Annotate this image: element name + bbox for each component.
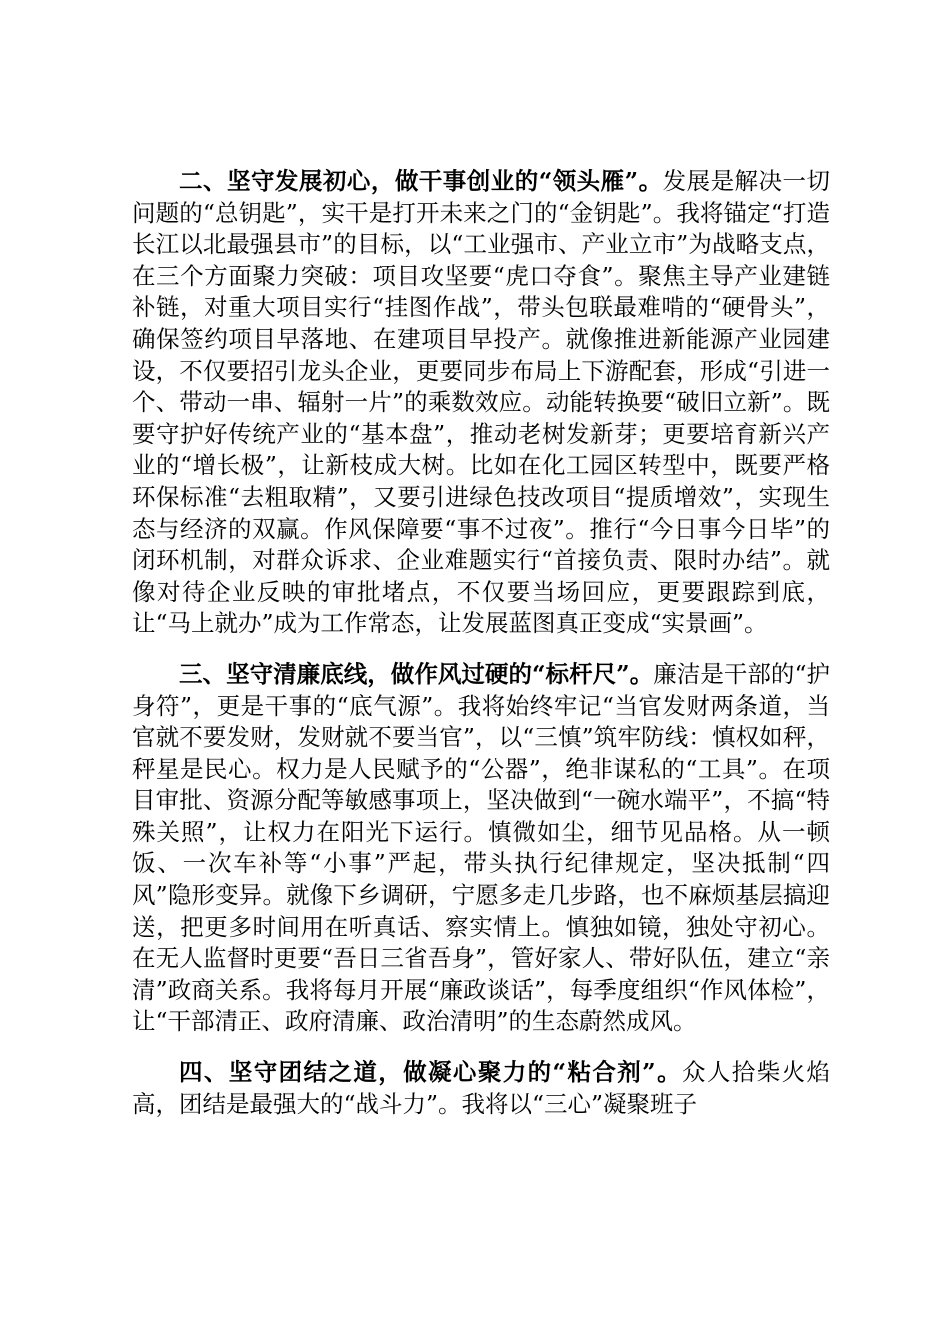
paragraph-development xyxy=(132,166,830,640)
paragraph-heading: 三、坚守清廉底线，做作风过硬的“标杆尺”。 xyxy=(179,659,654,688)
paragraph-heading: 四、坚守团结之道，做凝心聚力的“粘合剂”。 xyxy=(179,1058,682,1087)
paragraph-text: 众人拾柴火焰高，团结是最强大的“战斗力”。我将以“三心”凝聚班子 xyxy=(132,1058,830,1118)
paragraph-unity xyxy=(132,1057,830,1120)
paragraph-text: 廉洁是干部的“护身符”，更是干事的“底气源”。我将始终牢记“当官发财两条道，当官就不要发财，发财就不要当官”，以“三慎”筑牢防线：慎权如秤，秤星是民心。权力是人民赋予的“公器”，绝非谋私的“工具”。在项目审批、资源分配等敏感事项上，坚决做到“一碗水端平”，不搞“特殊关照”，让权力在阳光下运行。慎微如尘，细节见品格。从一顿饭、一次车补等“小事”严起，带头执行纪律规定，坚决抵制“四风”隐形变异。就像下乡调研，宁愿多走几步路，也不麻烦基层搞迎送，把更多时间用在听真话、察实情上。慎独如镜，独处守初心。在无人监督时更要“吾日三省吾身”，管好家人、带好队伍，建立“亲清”政商关系。我将每月开展“廉政谈话”，每季度组织“作风体检”，让“干部清正、政府清廉、政治清明”的生态蔚然成风。 xyxy=(132,659,830,1036)
paragraph-text: 发展是解决一切问题的“总钥匙”，实干是打开未来之门的“金钥匙”。我将锚定“打造长江以北最强县市”的目标，以“工业强市、产业立市”为战略支点，在三个方面聚力突破：项目攻坚要“虎口夺食”。聚焦主导产业建链补链，对重大项目实行“挂图作战”，带头包联最难啃的“硬骨头”，确保签约项目早落地、在建项目早投产。就像推进新能源产业园建设，不仅要招引龙头企业，更要同步布局上下游配套，形成“引进一个、带动一串、辐射一片”的乘数效应。动能转换要“破旧立新”。既要守护好传统产业的“基本盘”，推动老树发新芽；更要培育新兴产业的“增长极”，让新枝成大树。比如在化工园区转型中，既要严格环保标准“去粗取精”，又要引进绿色技改项目“提质增效”，实现生态与经济的双赢。作风保障要“事不过夜”。推行“今日事今日毕”的闭环机制，对群众诉求、企业难题实行“首接负责、限时办结”。就像对待企业反映的审批堵点，不仅要当场回应，更要跟踪到底，让“马上就办”成为工作常态，让发展蓝图真正变成“实景画”。 xyxy=(132,167,830,638)
paragraph-heading: 二、坚守发展初心，做干事创业的“领头雁”。 xyxy=(179,167,663,195)
document-body xyxy=(132,166,830,1139)
paragraph-integrity xyxy=(132,659,830,1038)
